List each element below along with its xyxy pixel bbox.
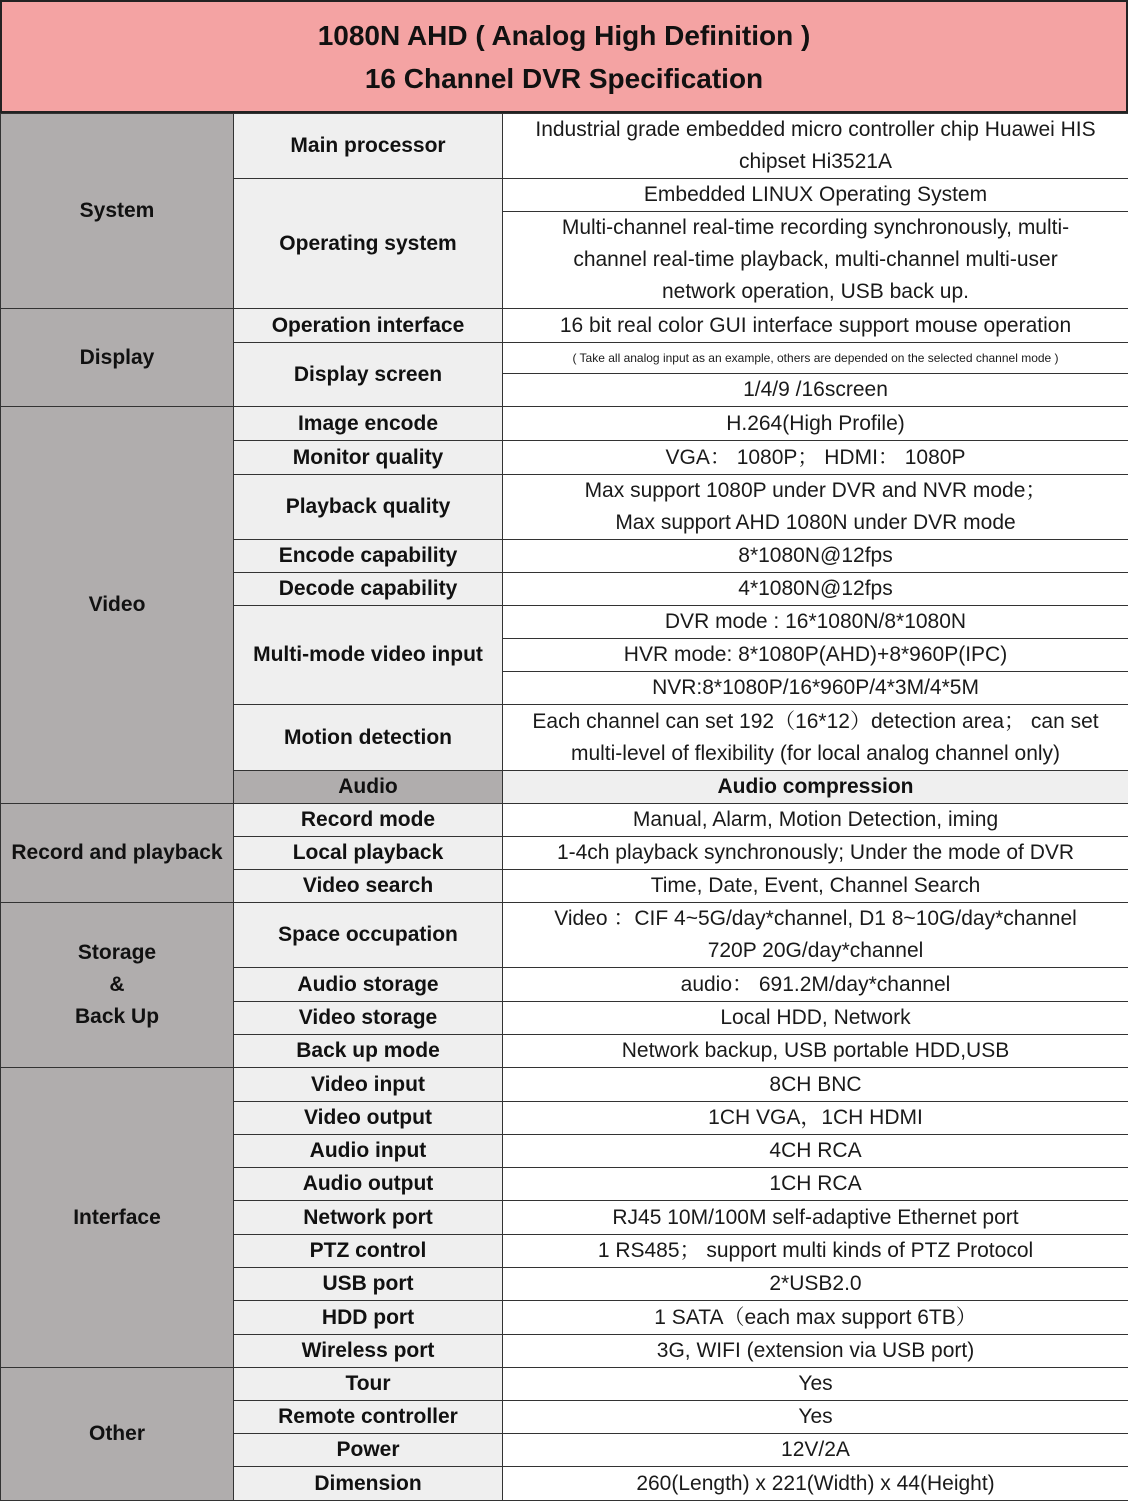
- item-image-encode: Image encode: [234, 407, 503, 441]
- category-storage-backup: [1, 903, 234, 1068]
- category-audio: Audio: [234, 771, 503, 804]
- item-monitor-quality: Monitor quality: [234, 441, 503, 475]
- item-motion-detection: Motion detection: [234, 705, 503, 771]
- table-row: [1, 1368, 1128, 1401]
- value-audio-storage: audio： 691.2M/day*channel: [503, 968, 1128, 1002]
- item-space-occupation: Space occupation: [234, 903, 503, 968]
- item-display-screen: Display screen: [234, 343, 503, 407]
- item-video-input: Video input: [234, 1068, 503, 1102]
- value-hdd-port: 1 SATA（each max support 6TB）: [503, 1301, 1128, 1335]
- value-ptz-control: 1 RS485； support multi kinds of PTZ Protocol: [503, 1235, 1128, 1268]
- item-ptz-control: PTZ control: [234, 1235, 503, 1268]
- value-line: Max support AHD 1080N under DVR mode: [507, 507, 1124, 539]
- table-row: [1, 903, 1128, 968]
- item-operating-system: Operating system: [234, 179, 503, 309]
- category-line: &: [5, 969, 229, 1001]
- value-video-storage: Local HDD, Network: [503, 1002, 1128, 1035]
- category-interface: Interface: [1, 1068, 234, 1368]
- item-video-search: Video search: [234, 870, 503, 903]
- value-multi-mode-nvr: NVR:8*1080P/16*960P/4*3M/4*5M: [503, 672, 1128, 705]
- title-line-1: 1080N AHD ( Analog High Definition ): [318, 14, 811, 57]
- item-record-mode: Record mode: [234, 804, 503, 837]
- value-video-input: 8CH BNC: [503, 1068, 1128, 1102]
- value-operating-system-1: Embedded LINUX Operating System: [503, 179, 1128, 212]
- value-operating-system-2: [503, 212, 1128, 309]
- item-usb-port: USB port: [234, 1268, 503, 1301]
- value-line: channel real-time playback, multi-channel multi-user: [507, 244, 1124, 276]
- value-line: Video ：CIF 4~5G/day*channel, D1 8~10G/day*channel: [507, 903, 1124, 935]
- category-system: System: [1, 114, 234, 309]
- category-line: Back Up: [5, 1001, 229, 1033]
- item-playback-quality: Playback quality: [234, 475, 503, 540]
- value-audio-output: 1CH RCA: [503, 1168, 1128, 1201]
- category-line: Storage: [5, 937, 229, 969]
- item-tour: Tour: [234, 1368, 503, 1401]
- value-display-screen-note: ( Take all analog input as an example, others are depended on the selected channel mode ): [503, 343, 1128, 374]
- item-audio-storage: Audio storage: [234, 968, 503, 1002]
- value-back-up-mode: Network backup, USB portable HDD,USB: [503, 1035, 1128, 1068]
- value-space-occupation: [503, 903, 1128, 968]
- value-tour: Yes: [503, 1368, 1128, 1401]
- title-line-2: 16 Channel DVR Specification: [365, 57, 763, 100]
- value-line: network operation, USB back up.: [507, 276, 1124, 308]
- table-row: [1, 407, 1128, 441]
- category-other: Other: [1, 1368, 234, 1501]
- value-image-encode: H.264(High Profile): [503, 407, 1128, 441]
- value-usb-port: 2*USB2.0: [503, 1268, 1128, 1301]
- value-line: Multi-channel real-time recording synchronously, multi-: [507, 212, 1124, 244]
- item-encode-capability: Encode capability: [234, 540, 503, 573]
- item-video-output: Video output: [234, 1102, 503, 1135]
- value-network-port: RJ45 10M/100M self-adaptive Ethernet port: [503, 1201, 1128, 1235]
- item-network-port: Network port: [234, 1201, 503, 1235]
- item-video-storage: Video storage: [234, 1002, 503, 1035]
- value-playback-quality: [503, 475, 1128, 540]
- item-dimension: Dimension: [234, 1467, 503, 1501]
- value-main-processor: [503, 114, 1128, 179]
- value-remote-controller: Yes: [503, 1401, 1128, 1434]
- item-wireless-port: Wireless port: [234, 1335, 503, 1368]
- item-decode-capability: Decode capability: [234, 573, 503, 606]
- value-display-screen: 1/4/9 /16screen: [503, 374, 1128, 407]
- value-wireless-port: 3G, WIFI (extension via USB port): [503, 1335, 1128, 1368]
- item-audio-input: Audio input: [234, 1135, 503, 1168]
- value-line: Max support 1080P under DVR and NVR mode；: [507, 475, 1124, 507]
- category-display: Display: [1, 309, 234, 407]
- value-dimension: 260(Length) x 221(Width) x 44(Height): [503, 1467, 1128, 1501]
- item-main-processor: Main processor: [234, 114, 503, 179]
- item-audio-output: Audio output: [234, 1168, 503, 1201]
- value-operation-interface: 16 bit real color GUI interface support mouse operation: [503, 309, 1128, 343]
- table-row: [1, 1068, 1128, 1102]
- value-local-playback: 1-4ch playback synchronously; Under the mode of DVR: [503, 837, 1128, 870]
- item-remote-controller: Remote controller: [234, 1401, 503, 1434]
- value-record-mode: Manual, Alarm, Motion Detection, iming: [503, 804, 1128, 837]
- category-video: Video: [1, 407, 234, 804]
- item-local-playback: Local playback: [234, 837, 503, 870]
- table-row: [1, 309, 1128, 343]
- item-operation-interface: Operation interface: [234, 309, 503, 343]
- value-video-search: Time, Date, Event, Channel Search: [503, 870, 1128, 903]
- title-banner: [0, 0, 1128, 113]
- category-record-and-playback: Record and playback: [1, 804, 234, 903]
- table-row: [1, 114, 1128, 179]
- item-multi-mode-video-input: Multi-mode video input: [234, 606, 503, 705]
- value-video-output: 1CH VGA，1CH HDMI: [503, 1102, 1128, 1135]
- value-power: 12V/2A: [503, 1434, 1128, 1467]
- value-multi-mode-dvr: DVR mode : 16*1080N/8*1080N: [503, 606, 1128, 639]
- value-line: Each channel can set 192（16*12）detection area； can set: [507, 706, 1124, 738]
- value-line: chipset Hi3521A: [507, 146, 1124, 178]
- value-encode-capability: 8*1080N@12fps: [503, 540, 1128, 573]
- value-audio-input: 4CH RCA: [503, 1135, 1128, 1168]
- spec-table: [0, 113, 1128, 1501]
- value-multi-mode-hvr: HVR mode: 8*1080P(AHD)+8*960P(IPC): [503, 639, 1128, 672]
- value-line: Industrial grade embedded micro controller chip Huawei HIS: [507, 114, 1124, 146]
- item-power: Power: [234, 1434, 503, 1467]
- table-row: [1, 804, 1128, 837]
- item-hdd-port: HDD port: [234, 1301, 503, 1335]
- value-line: 720P 20G/day*channel: [507, 935, 1124, 967]
- item-audio-compression: Audio compression: [503, 771, 1128, 804]
- value-monitor-quality: VGA： 1080P； HDMI： 1080P: [503, 441, 1128, 475]
- value-line: multi-level of flexibility (for local analog channel only): [507, 738, 1124, 770]
- value-decode-capability: 4*1080N@12fps: [503, 573, 1128, 606]
- value-motion-detection: [503, 705, 1128, 771]
- item-back-up-mode: Back up mode: [234, 1035, 503, 1068]
